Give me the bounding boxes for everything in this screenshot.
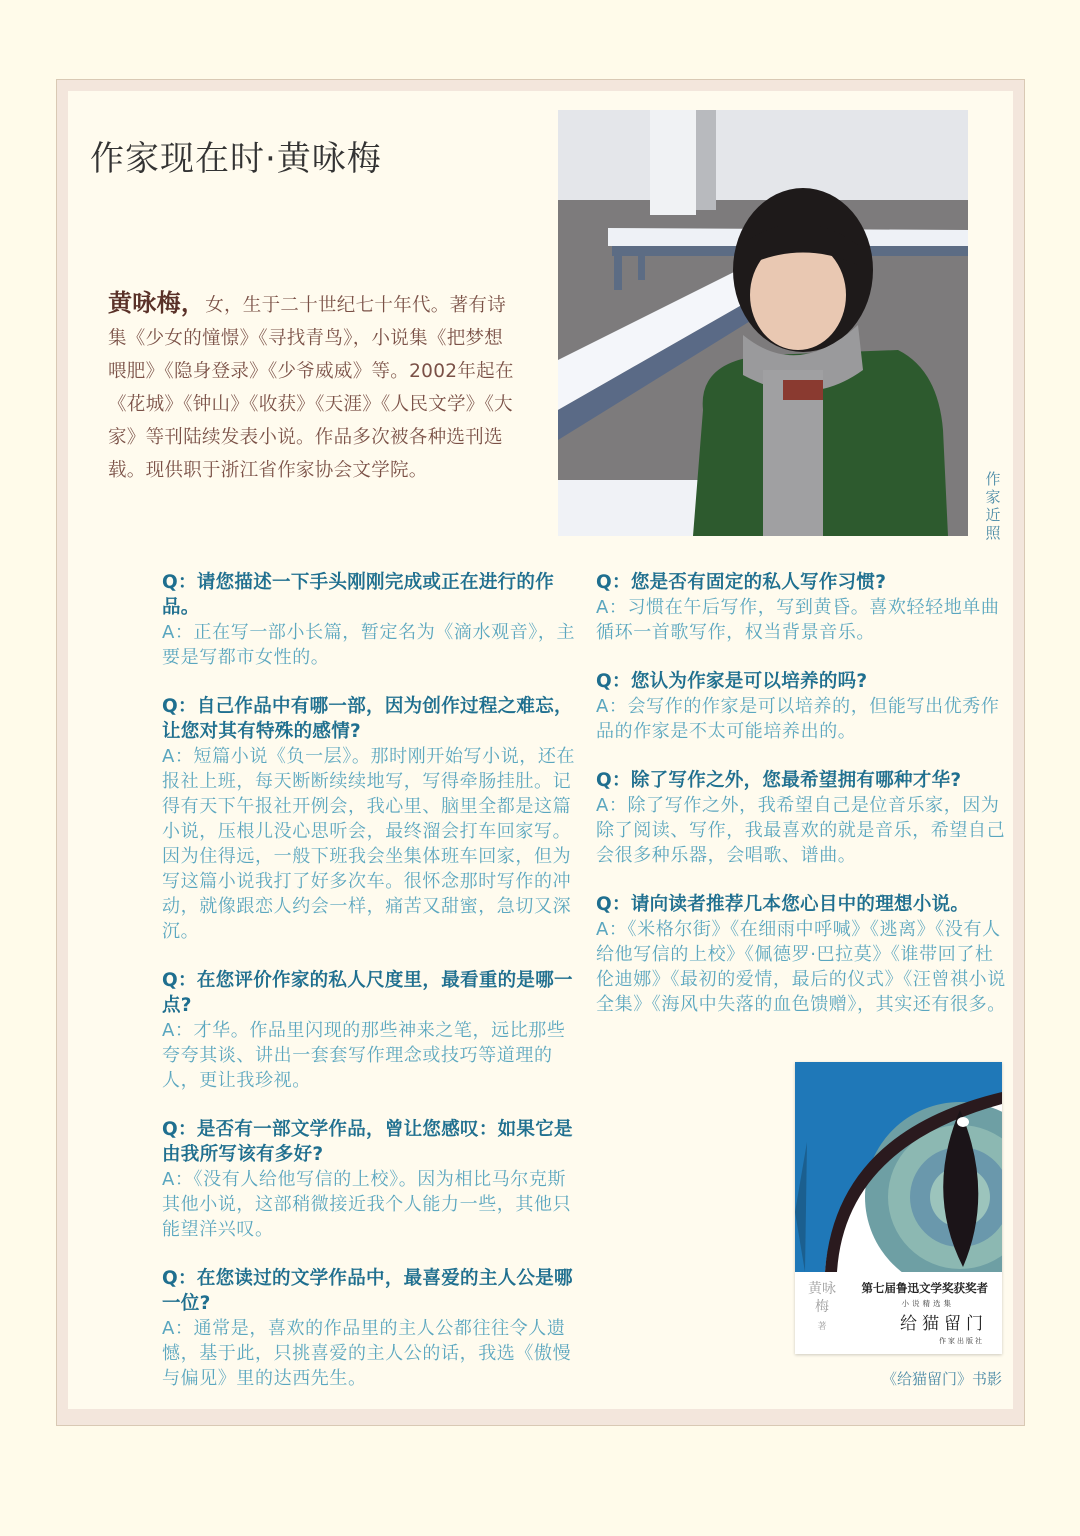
question: Q：请向读者推荐几本您心目中的理想小说。: [596, 894, 970, 915]
answer: A：通常是，喜欢的作品里的主人公都往往令人遗憾，基于此，只挑喜爱的主人公的话，我选《傲慢与偏见》里的达西先生。: [162, 1318, 572, 1389]
qa-item: [162, 1117, 576, 1242]
author-photo: [558, 110, 968, 536]
book-caption: 《给猫留门》书影: [881, 1370, 1002, 1388]
answer: A：习惯在午后写作，写到黄昏。喜欢轻轻地单曲循环一首歌写作，权当背景音乐。: [596, 597, 1000, 643]
page-title: 作家现在时·黄咏梅: [90, 138, 382, 179]
qa-item: [596, 768, 1010, 868]
qa-item: [162, 694, 576, 944]
question: Q：请您描述一下手头刚刚完成或正在进行的作品。: [162, 572, 555, 618]
question: Q：在您评价作家的私人尺度里，最看重的是哪一点?: [162, 970, 573, 1016]
answer: A：正在写一部小长篇，暂定名为《滴水观音》，主要是写都市女性的。: [162, 622, 576, 668]
answer: A：会写作的作家是可以培养的，但能写出优秀作品的作家是不太可能培养出的。: [596, 696, 1000, 742]
question: Q：您认为作家是可以培养的吗?: [596, 671, 868, 692]
answer: A：除了写作之外，我希望自己是位音乐家，因为除了阅读、写作，我最喜欢的就是音乐，希望自己会很多种乐器，会唱歌、谱曲。: [596, 795, 1006, 866]
author-bio: [108, 286, 518, 487]
book-author-name: 黄咏梅: [808, 1281, 836, 1315]
book-author: [807, 1280, 837, 1336]
book-cover: [795, 1062, 1002, 1354]
book-author-suffix: 著: [817, 1322, 827, 1332]
answer: A：《米格尔街》《在细雨中呼喊》《逃离》《没有人给他写信的上校》《佩德罗·巴拉莫》《谁带回了杜伦迪娜》《最初的爱情，最后的仪式》《汪曾祺小说全集》《海风中失落的血色馈赠》，其实还有很多。: [596, 919, 1006, 1015]
qa-item: [162, 570, 576, 670]
qa-item: [596, 570, 1010, 645]
photo-caption: 作家近照: [985, 470, 1001, 542]
question: Q：是否有一部文学作品，曾让您感叹：如果它是由我所写该有多好?: [162, 1119, 573, 1165]
question: Q：您是否有固定的私人写作习惯?: [596, 572, 887, 593]
qa-item: [162, 968, 576, 1093]
book-publisher: 作家出版社: [939, 1337, 984, 1345]
qa-item: [596, 892, 1010, 1017]
cat-eye-icon: [795, 1062, 1002, 1272]
qa-item: [596, 669, 1010, 744]
question: Q：自己作品中有哪一部，因为创作过程之难忘，让您对其有特殊的感情?: [162, 696, 573, 742]
qa-item: [162, 1266, 576, 1391]
book-subtitle: 小说精选集: [901, 1299, 954, 1308]
answer: A：短篇小说《负一层》。那时刚开始写小说，还在报社上班，每天断断续续地写，写得牵肠挂肚。记得有天下午报社开例会，我心里、脑里全都是这篇小说，压根儿没心思听会，最终溜会打车回家写。因为住得远，一般下班我会坐集体班车回家，但为写这篇小说我打了好多次车。很怀念那时写作的冲动，就像跟恋人约会一样，痛苦又甜蜜，急切又深沉。: [162, 746, 576, 942]
book-title: 给猫留门: [900, 1314, 988, 1334]
answer: A：《没有人给他写信的上校》。因为相比马尔克斯其他小说，这部稍微接近我个人能力一些，其他只能望洋兴叹。: [162, 1169, 572, 1240]
interview-right-column: [596, 570, 1010, 1041]
author-photo-image: [558, 110, 968, 536]
interview-left-column: [162, 570, 576, 1415]
author-name: 黄咏梅，: [108, 288, 206, 317]
book-award: 第七届鲁迅文学奖获奖者: [861, 1281, 988, 1295]
author-bio-text: 女，生于二十世纪七十年代。著有诗集《少女的憧憬》《寻找青鸟》，小说集《把梦想喂肥》《隐身登录》《少爷威威》等。2002年起在《花城》《钟山》《收获》《天涯》《人民文学》《大家》等刊陆续发表小说。作品多次被各种选刊选载。现供职于浙江省作家协会文学院。: [108, 295, 514, 481]
question: Q：除了写作之外，您最希望拥有哪种才华?: [596, 770, 962, 791]
answer: A：才华。作品里闪现的那些神来之笔，远比那些夸夸其谈、讲出一套套写作理念或技巧等道理的人，更让我珍视。: [162, 1020, 566, 1091]
question: Q：在您读过的文学作品中，最喜爱的主人公是哪一位?: [162, 1268, 573, 1314]
